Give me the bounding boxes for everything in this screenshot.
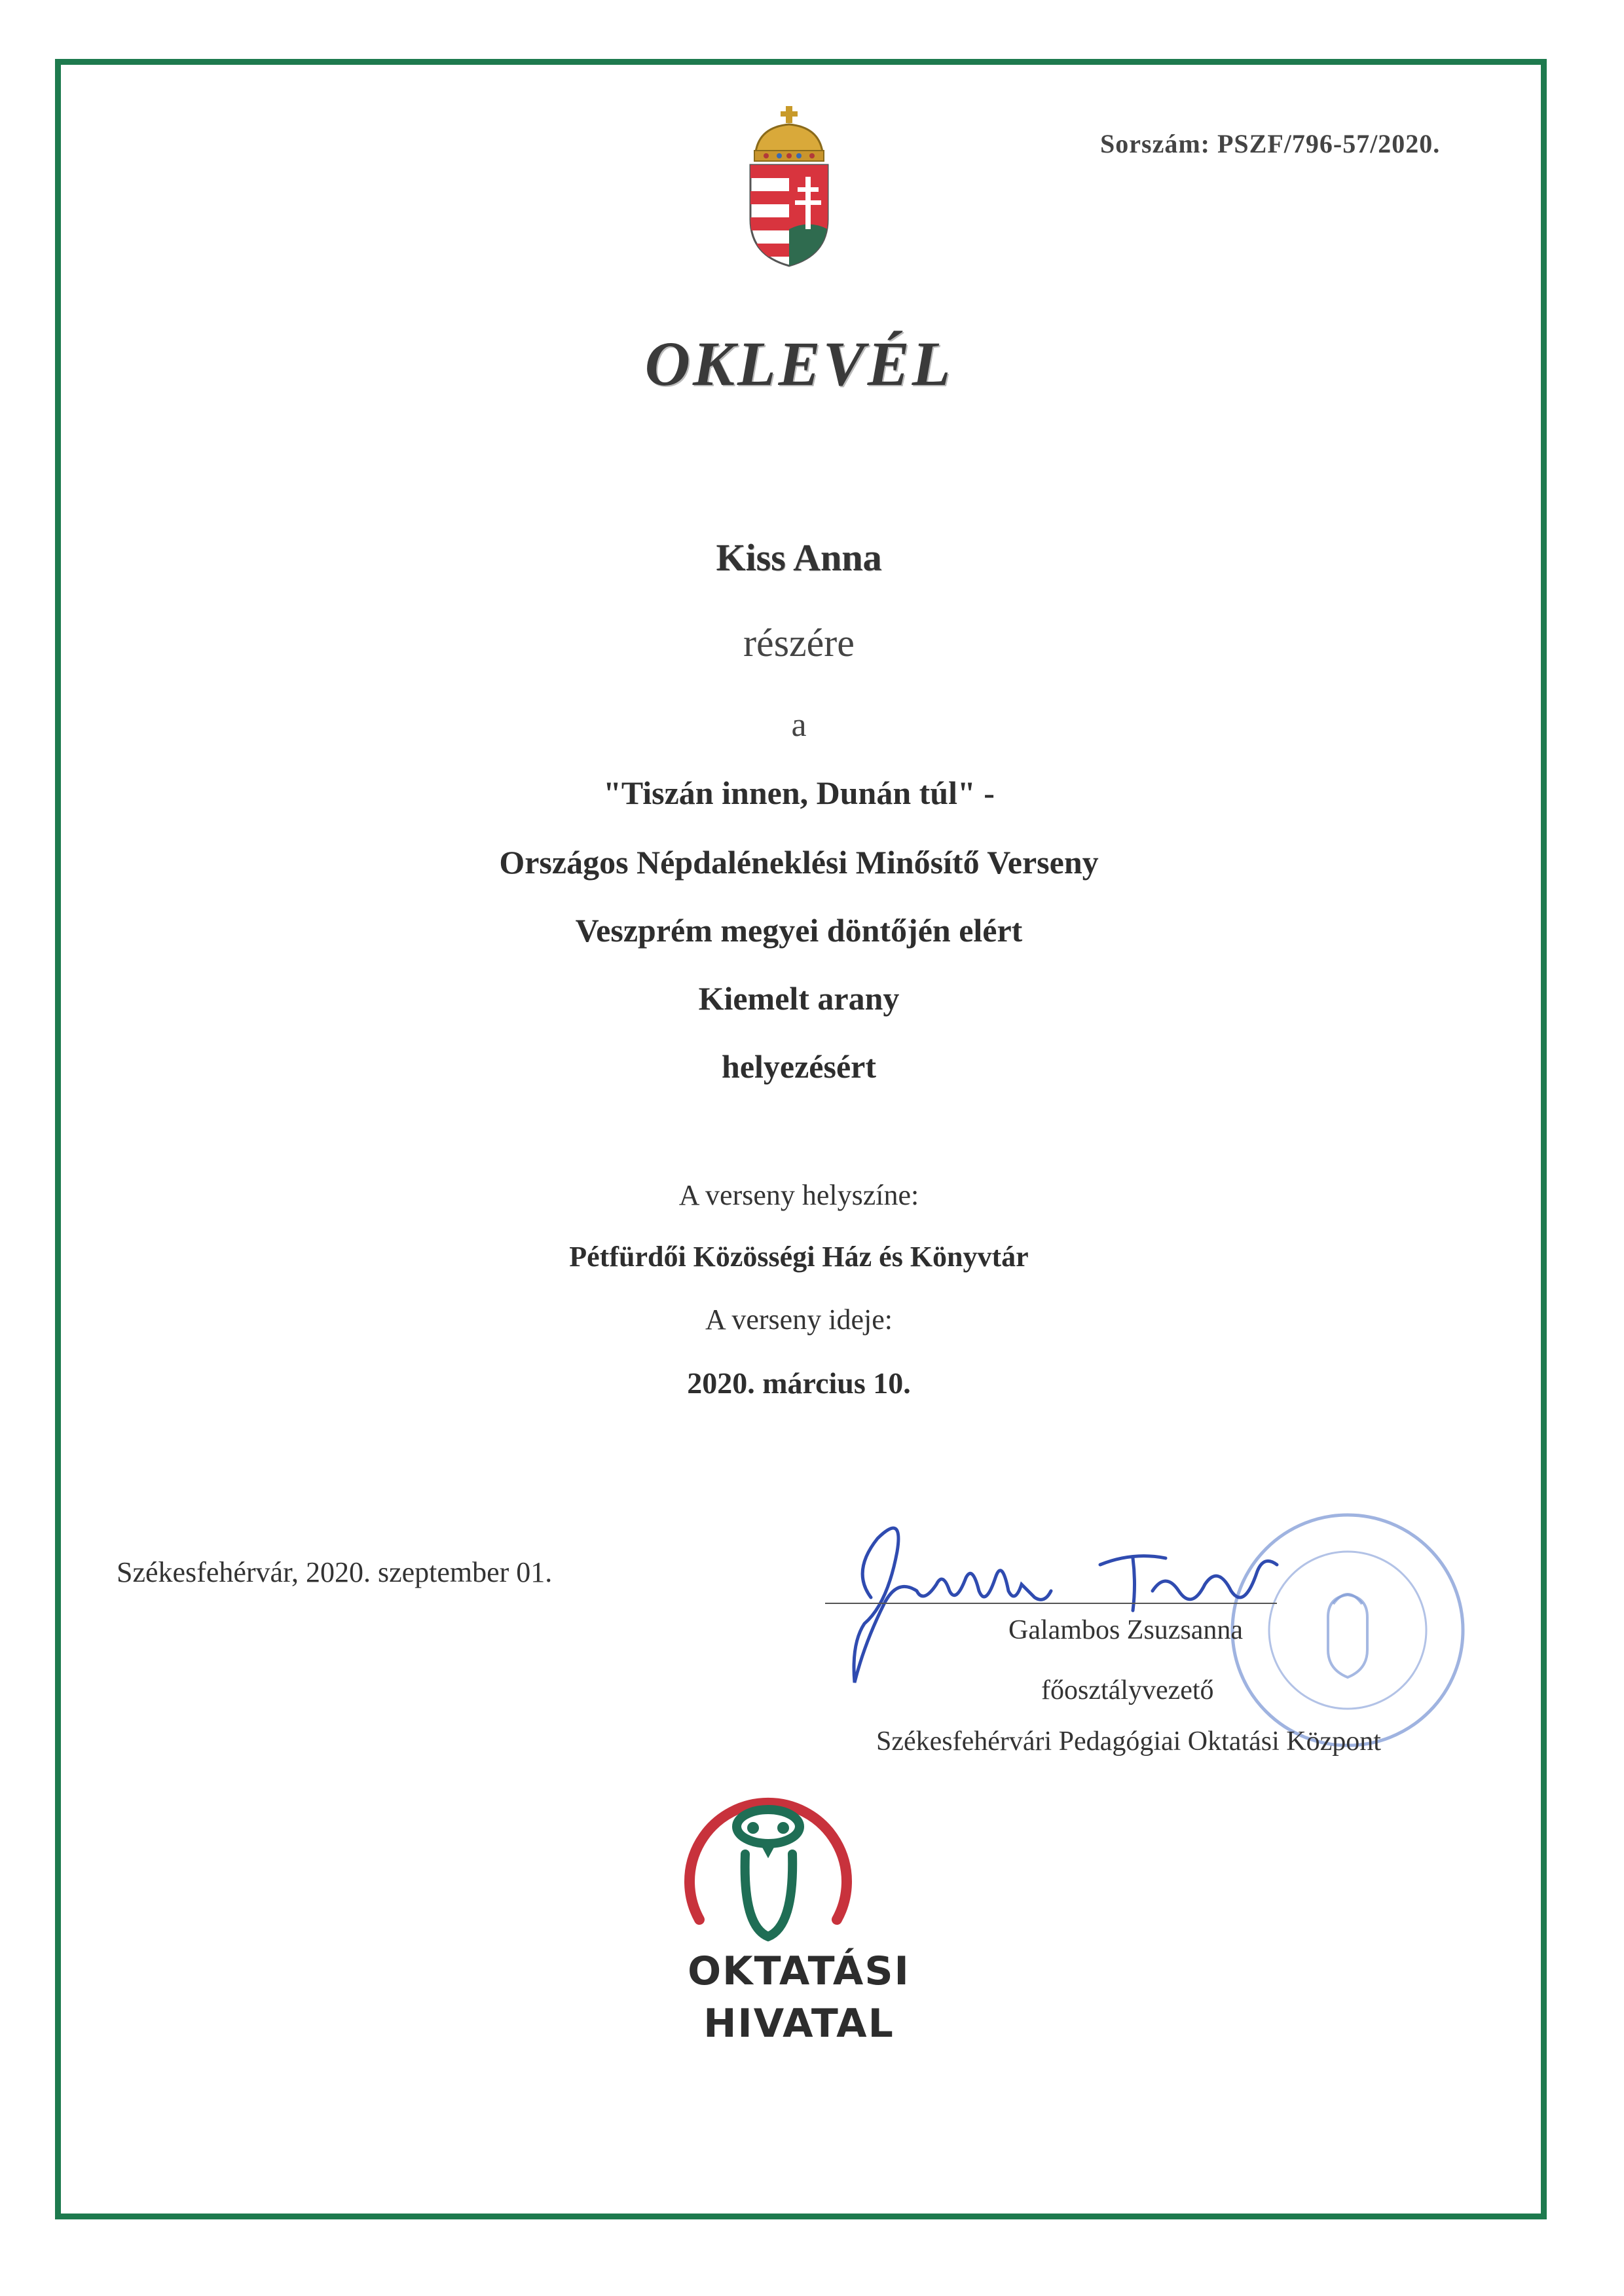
competition-name-line: "Tiszán innen, Dunán túl" - <box>603 774 995 811</box>
logo-text-line-2: HIVATAL <box>703 2001 895 2047</box>
signature-line <box>825 1603 1277 1604</box>
venue-value: Pétfürdői Közösségi Ház és Könyvtár <box>569 1241 1029 1273</box>
place-and-issue-date: Székesfehérvár, 2020. szeptember 01. <box>117 1556 553 1588</box>
signer-name: Galambos Zsuzsanna <box>1008 1615 1244 1645</box>
date-value: 2020. március 10. <box>687 1366 911 1400</box>
date-label: A verseny ideje: <box>705 1303 893 1336</box>
article-text: a <box>791 706 807 744</box>
serial-number: Sorszám: PSZF/796-57/2020. <box>1100 129 1441 158</box>
signer-organization: Székesfehérvári Pedagógiai Oktatási Központ <box>876 1726 1381 1757</box>
document-title: OKLEVÉL <box>644 329 953 399</box>
for-text: részére <box>743 621 855 665</box>
logo-text-line-1: OKTATÁSI <box>688 1948 910 1994</box>
hungarian-coat-of-arms-icon <box>747 105 832 268</box>
competition-round-line: Veszprém megyei döntőjén elért <box>575 912 1023 949</box>
competition-type-line: Országos Népdaléneklési Minősítő Verseny <box>499 844 1099 881</box>
award-suffix: helyezésért <box>722 1048 876 1085</box>
award-level: Kiemelt arany <box>698 980 900 1017</box>
venue-label: A verseny helyszíne: <box>678 1179 919 1211</box>
oktatasi-hivatal-owl-logo-icon <box>680 1782 857 1952</box>
signer-role: főosztályvezető <box>1041 1675 1214 1705</box>
recipient-name: Kiss Anna <box>716 536 882 579</box>
